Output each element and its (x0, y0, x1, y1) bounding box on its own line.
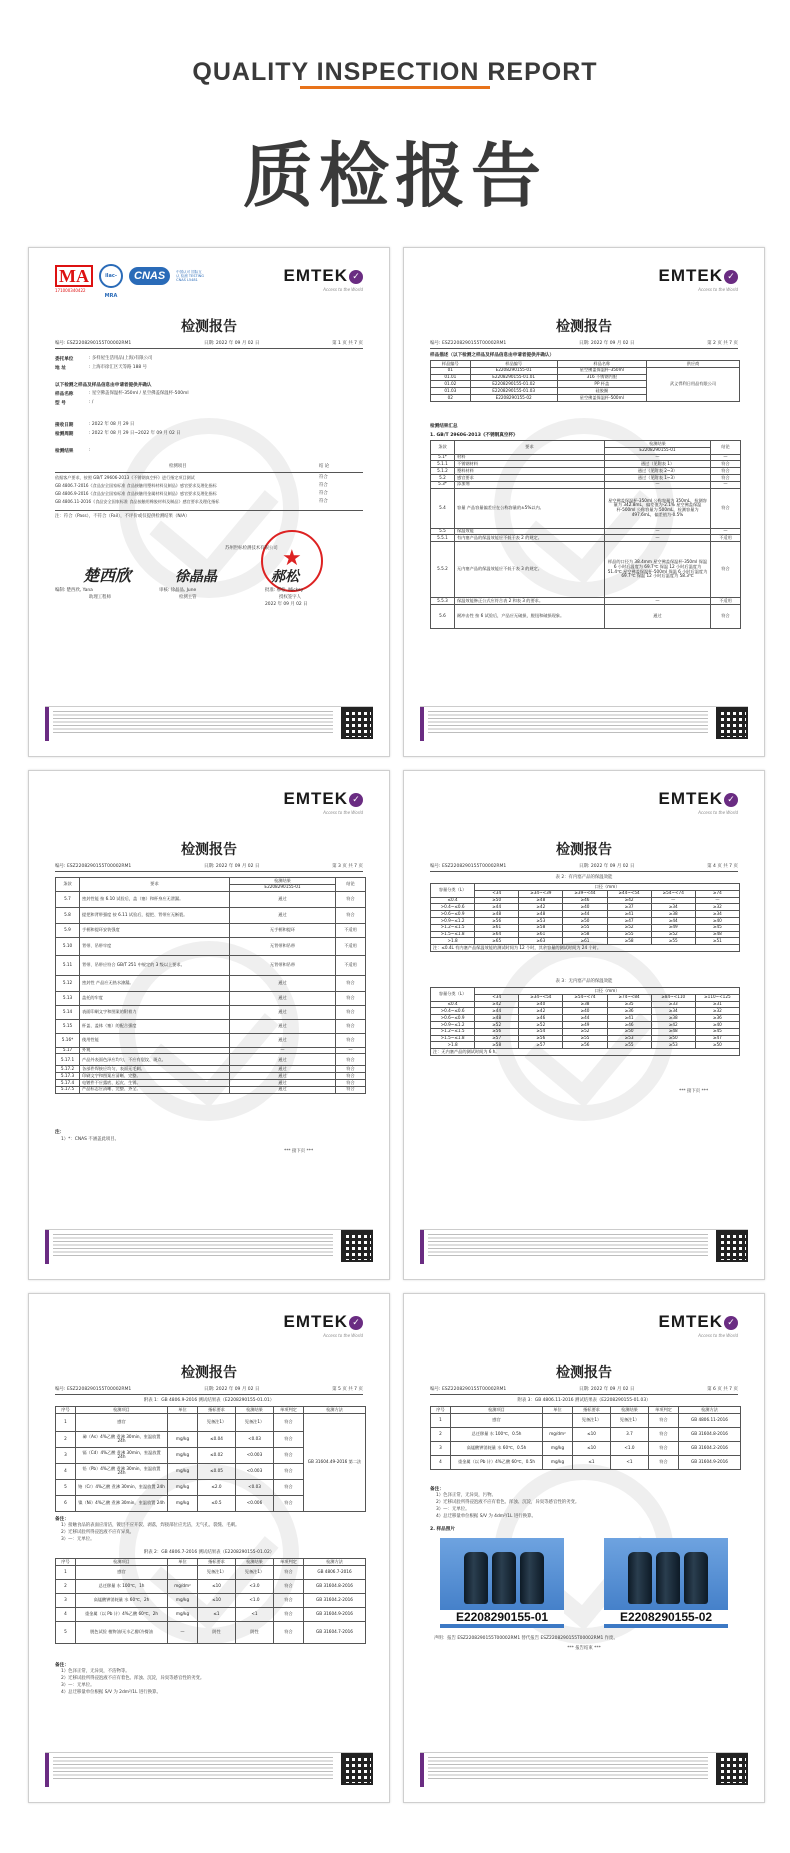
table-row: 01 E2208290155-01 星空佛盖保温杯-350ml 武义悍利日用品有限公司 (431, 367, 740, 374)
emtek-mark-icon: ✓ (724, 270, 738, 284)
annex-2-title: 附表 2：GB 4806.7-2016 测试结果表（E2208290155-01.02） (143, 1550, 275, 1555)
qr-code-icon (716, 1230, 748, 1262)
table-row: 5.7 密封性能 按 6.10 试验后，盖（塞）和杯身应无泄漏。 通过 符合 (56, 891, 366, 907)
annex-2-note: 2）迁移试验所得浸泡液不应有着色、浑浊、沉淀，异臭等感官性的劣变。 (61, 1676, 205, 1681)
table-row: 5.9 手柄和提环安装强度 无手柄和提环 不适用 (56, 923, 366, 937)
emtek-logo: EMTEK ✓ Access to the World (283, 1312, 363, 1338)
table-row: 5.4 容量 产品容量偏差应在公称容量的±5%以内。 星空佛盖保温杯-350ml 公称容量为 350mL，检测容量为 342.8mL，偏差值为-2.1% 星空佛盖保温杯-500ml 公称容量为 500mL，检测容量为 497.6mL，偏差值为-0.5% 符合 (431, 488, 741, 528)
annex-1-note: 2）迁移试验所得浸泡液不应有异臭。 (61, 1530, 135, 1535)
table-row: 1 感官 见备注1） 见备注1） 符合 GB 31604.49-2016 第二法 (56, 1413, 366, 1431)
annex-3-note: 1）色泽正常，无异臭，污物。 (436, 1493, 496, 1498)
table-row: 4 重金属（以 Pb 计）4%乙酸 60℃，2h mg/kg ≤1 <1 符合 GB 31604.9-2016 (56, 1607, 366, 1621)
test-item-3-result: 符合 (319, 491, 328, 496)
signer-1: 编制: 楚西欣, Yana (55, 588, 93, 593)
report-title: 检测报告 (556, 319, 612, 335)
table-row: >1.5~≤1.8 ≥57 ≥56 ≥55 ≥53 ≥50 ≥47 (431, 1035, 740, 1042)
table-row: 5.16* 使用性能 通过 符合 (56, 1033, 366, 1047)
page-footer (420, 706, 748, 740)
client-label: 委托单位 (55, 357, 74, 362)
test-item-3: GB 4806.9-2016《食品安全国家标准 食品接触用金属材料及制品》感官要求及理化指标 (55, 491, 217, 496)
received-label: 接收日期 (55, 423, 74, 428)
signer-3: 批准: 郝松, Mickey (265, 588, 304, 593)
qr-code-icon (341, 1753, 373, 1785)
sample-photo-2 (604, 1538, 728, 1628)
note-cnas: 1）*：CNAS 不涵盖此项目。 (61, 1137, 120, 1142)
annex-2-note: 1）色泽正常，无异臭，不洁物等。 (61, 1669, 130, 1674)
page-footer (45, 1229, 373, 1263)
client-value: : 多样屋生活用品(上海)有限公司 (89, 356, 153, 361)
divider (55, 348, 363, 349)
table-row: 5.17.5 产品标志应清晰、完整、齐全。 通过 符合 (56, 1086, 366, 1093)
report-date: 日期: 2022 年 09 月 02 日 (203, 341, 260, 346)
page-footer (45, 706, 373, 740)
section-label: 以下检测之样品及样品信息由申请者提供并确认 (55, 383, 152, 388)
conclusion-header: 结 论 (319, 464, 330, 469)
sample-name-value: : 星空佛盖保温杯-350ml / 星空佛盖保温杯-500ml (89, 391, 189, 396)
table-row: 5.17.4 电镀件不应露底、起皮、生锈。 通过 符合 (56, 1079, 366, 1086)
model-label: 型 号 (55, 401, 66, 406)
table-row: >0.9~≤1.2 ≥52 ≥52 ≥49 ≥46 ≥42 ≥40 (431, 1021, 740, 1028)
table-row: 5.5 保温效能 — — (431, 528, 741, 535)
page-footer (45, 1752, 373, 1786)
gb-29606-table: 条款 要求 检测结果 结论 E2208290155-01 5.1* 材料 — — 5.1.1 不锈钢材料 通过（见附表 1） 符合 5.1.2 塑料材料 通过（见附表 2~3） 符合 5.2 感官要求 通过（见附表 1~3） 符合 5.3* 添加剂 — — 5.4 容量 产品容量偏差应在公称容量的±5%以内。 星空佛盖保温杯-350ml 公称容量为 350mL，检测容量为 342.8mL，偏差值为-2.1% 星空佛盖保温杯-500ml 公称容量为 500mL，检测容量为 497.6mL，偏差值为-0.5% 符合 5.5 保温效能 — — 5.5.1 有内塞产品的保温效能应不低于表 2 的规定。 — 不适用 5.5.2 无内塞产品的保温效能应不低于表 3 的规定。 样品的口径为 38.4mm 星空佛盖保温杯-350ml 保温 6 小时后温度为 69.7℃ 保温 12 小时后温度为 51.4℃ 星空佛盖保温杯-500ml 保温 6 小时后温度为 69.7℃ 保温 12 小时后温度为 58.3℃ 符合 5.5.3 保温效能修正公式应符合表 2 和表 3 的要求。 — 不适用 5.6 耐冲击性 按 6 试验后，产品应无破损，脱钮和破损现象。 通过 符合 (430, 440, 741, 629)
report-page-3[interactable] (28, 770, 390, 1280)
bottle-icon (684, 1552, 708, 1604)
test-period-label: 检测周期 (55, 432, 74, 437)
report-title: 检测报告 (556, 842, 612, 858)
table-row: 2 总迁移量 水 100℃，1h mg/dm² ≤10 <3.0 符合 GB 31604.8-2016 (56, 1579, 366, 1593)
continued-label: *** 接下页 *** (679, 1089, 709, 1094)
table-row: 5.13 盖托的牢度 通过 符合 (56, 991, 366, 1005)
page-header (0, 0, 790, 240)
table-3: 容量分类（L） 口径（mm） <34 ≥34~<54 ≥54~<74 ≥74~<84 ≥84~<110 ≥110~<125 ≤0.4 ≥42 ≥40 ≥38 ≥35 ≥33 ≥31 >0.4~≤0.6 ≥44 ≥42 ≥40 ≥36 ≥34 ≥32 >0.6~≤0.9 ≥48 ≥46 ≥44 ≥41 ≥38 ≥36 >0.9~≤1.2 ≥52 ≥52 ≥49 ≥46 ≥42 ≥40 >1.2~≤1.5 ≥56 ≥54 ≥52 ≥50 ≥48 ≥45 >1.5~≤1.8 ≥57 ≥56 ≥55 ≥53 ≥50 ≥47 >1.8 ≥58 ≥57 ≥56 ≥55 ≥53 ≥50 注：无内塞产品的测试时间为 6 h。 (430, 987, 740, 1056)
emtek-logo: EMTEK ✓ Access to the World (658, 789, 738, 815)
table-row: >1.5~≤1.8 ≥64 ≥61 ≥58 ≥55 ≥52 ≥48 (431, 931, 740, 938)
continued-label: *** 接下页 *** (284, 1149, 314, 1154)
annex-3-table: 序号 检测项目 单位 指标要求 检测结果 单项判定 检测方法 1 感官 见备注1） 见备注1） 符合 GB 4806.11-2016 2 总迁移量 水 100℃，0.5h mg/dm² ≤10 3.7 符合 GB 31604.8-2016 3 高锰酸钾消耗量 水 60℃，0.5h mg/kg ≤10 <1.0 符合 GB 31604.2-2016 4 重金属（以 Pb 计）4%乙酸 60℃，0.5h mg/kg ≤1 <1 符合 GB 31604.9-2016 (430, 1406, 741, 1470)
signature-mickey: 郝松 (271, 569, 299, 585)
qr-code-icon (716, 1753, 748, 1785)
gb-29606-table-cont: 条款 要求 检测结果 结论 E2208290155-01 5.7 密封性能 按 6.10 试验后，盖（塞）和杯身应无泄漏。 通过 符合 5.8 提把和背带强度 按 6.11 试验后，提把、背带应无断裂。 通过 符合 5.9 手柄和提环安装强度 无手柄和提环 不适用 5.10 背带、吊带牢度 无背带和吊带 不适用 5.11 背带、吊带应符合 GB/T 251 中规定的 3 级以上要求。 无背带和吊带 不适用 5.12 密封性 产品应无热水渗漏。 通过 符合 5.13 盖托的牢度 通过 符合 5.14 表面印刷文字和图案的附着力 通过 符合 5.15 杯盖、盖体（塞）的配合强度 通过 符合 5.16* 使用性能 通过 符合 5.17 外观 — — 5.17.1 产品外表面色泽应均匀，不应有裂纹、斑点。 通过 符合 5.17.2 各部件焊接应均匀，表面无毛刺。 通过 符合 5.17.3 印刷文字和图案应清晰、完整。 通过 符合 5.17.4 电镀件不应露底、起皮、生锈。 通过 符合 5.17.5 产品标志应清晰、完整、齐全。 通过 符合 (55, 877, 366, 1094)
annex-3-title: 附表 3：GB 4806.11-2016 测试结果表（E2208290155-01.03） (517, 1398, 651, 1403)
divider (55, 472, 363, 473)
cnas-logo-text: 中国认可 国际互认 检测 TESTING CNAS L5481 (176, 269, 204, 283)
table-row: 2 总迁移量 水 100℃，0.5h mg/dm² ≤10 3.7 符合 GB 31604.8-2016 (431, 1427, 741, 1441)
table-row: 3 高锰酸钾消耗量 水 60℃，2h mg/kg ≤10 <1.0 符合 GB 31604.2-2016 (56, 1593, 366, 1607)
annex-1-notes-label: 备注： (55, 1517, 69, 1522)
report-page-4[interactable] (403, 770, 765, 1280)
address-label: 地 址 (55, 366, 66, 371)
sample-table: 样品编号 样品编号 样品名称 供应商 01 E2208290155-01 星空佛盖保温杯-350ml 武义悍利日用品有限公司 01.01 E2208290155-01.01 316 不锈钢内胆 01.02 E2208290155-01.02 PP 杯盖 01.03 E2208290155-01.03 硅胶圈 02 E2208290155-02 星空佛盖保温杯-500ml (430, 360, 740, 402)
table-row: 4 重金属（以 Pb 计）4%乙酸 60℃，0.5h mg/kg ≤1 <1 符合 GB 31604.9-2016 (431, 1455, 741, 1469)
signature-yana: 楚西欣 (83, 566, 132, 585)
signer-2-role: 检测主管 (179, 595, 197, 600)
annex-3-note: 4）总迁移量单位根据 S/V 为 4dm²/1L 进行换算。 (436, 1514, 536, 1519)
annex-1-table: 序号 检测项目 单位 指标要求 检测结果 单项判定 检测方法 1 感官 见备注1） 见备注1） 符合 GB 31604.49-2016 第二法 2 砷（As）4%乙酸 煮沸 30min，室温放置 24h mg/kg ≤0.04 <0.03 符合 3 镉（Cd）4%乙酸 煮沸 30min，室温放置 24h mg/kg ≤0.02 <0.003 符合 4 铅（Pb）4%乙酸 煮沸 30min，室温放置 24h mg/kg ≤0.05 <0.003 符合 5 铬（Cr）4%乙酸 煮沸 30min，室温放置 24h mg/kg ≤2.0 <0.03 符合 6 镍（Ni）4%乙酸 煮沸 30min，室温放置 24h mg/kg ≤0.5 <0.006 符合 (55, 1406, 366, 1512)
title-underline (300, 86, 490, 89)
test-item-2-result: 符合 (319, 483, 328, 488)
annex-2-table: 序号 检测项目 单位 指标要求 检测结果 单项判定 检测方法 1 感官 见备注1） 见备注1） 符合 GB 4806.7-2016 2 总迁移量 水 100℃，1h mg/dm² ≤10 <3.0 符合 GB 31604.8-2016 3 高锰酸钾消耗量 水 60℃，2h mg/kg ≤10 <1.0 符合 GB 31604.2-2016 4 重金属（以 Pb 计）4%乙酸 60℃，2h mg/kg ≤1 <1 符合 GB 31604.9-2016 5 脱色试验 植物油/无水乙醇/冷餐油 — 阴性 阴性 符合 GB 31604.7-2016 (55, 1558, 366, 1644)
table-row: >0.6~≤0.9 ≥48 ≥46 ≥44 ≥41 ≥38 ≥36 (431, 1015, 740, 1022)
test-period-value: : 2022 年 08 月 29 日~2022 年 09 月 02 日 (89, 431, 181, 436)
table-row: >0.4~≤0.6 ≥44 ≥42 ≥40 ≥37 ≥34 ≥32 (431, 904, 740, 911)
table-2-note: 注：≤0.4L 有内塞产品保温效能的测试时间为 12 个时，其余容量的测试时间为 24 个时。 (431, 945, 740, 952)
sample-code-2: E2208290155-02 (604, 1610, 728, 1624)
annex-3-note: 2）迁移试验所得浸泡液不应有着色、浑浊、沉淀，异臭等感官性的劣变。 (436, 1500, 580, 1505)
qr-code-icon (341, 707, 373, 739)
sample-photo-1 (440, 1538, 564, 1628)
table-row: 5.10 背带、吊带牢度 无背带和吊带 不适用 (56, 937, 366, 955)
table-row: 3 高锰酸钾消耗量 水 60℃，0.5h mg/kg ≤10 <1.0 符合 GB 31604.2-2016 (431, 1441, 741, 1455)
table-row: >1.8 ≥65 ≥63 ≥61 ≥58 ≥55 ≥51 (431, 938, 740, 945)
signer-3-date: 2022 年 09 月 02 日 (265, 602, 308, 607)
table-row: 5.2 感官要求 通过（见附表 1~3） 符合 (431, 474, 741, 481)
test-item-1: 依据客户要求，按照 GB/T 29606-2013《不锈钢真空杯》进行指定项目测试 (55, 475, 195, 480)
annex-1-note: 3）—：无单位。 (61, 1537, 95, 1542)
table-row: 01.02 E2208290155-01.02 PP 杯盖 (431, 381, 740, 388)
result-label: 检测结果 (55, 449, 74, 454)
signer-2: 审核: 徐晶晶, June (159, 588, 197, 593)
report-page-5[interactable] (28, 1293, 390, 1803)
photo-title: 2. 样品照片 (430, 1527, 455, 1532)
table-row: 5.3* 添加剂 — — (431, 481, 741, 488)
table-row: 5.17.2 各部件焊接应均匀，表面无毛刺。 通过 符合 (56, 1066, 366, 1073)
table-row: 5.1.1 不锈钢材料 通过（见附表 1） 符合 (431, 461, 741, 468)
table-row: 5.5.3 保温效能修正公式应符合表 2 和表 3 的要求。 — 不适用 (431, 598, 741, 605)
test-item-4-result: 符合 (319, 499, 328, 504)
table-row: >1.2~≤1.5 ≥61 ≥58 ≥55 ≥52 ≥49 ≥45 (431, 924, 740, 931)
table-row: 5.1.2 塑料材料 通过（见附表 2~3） 符合 (431, 468, 741, 475)
table-row: 5.11 背带、吊带应符合 GB/T 251 中规定的 3 级以上要求。 无背带和吊带 不适用 (56, 955, 366, 975)
table-row: 5.5.2 无内塞产品的保温效能应不低于表 3 的规定。 样品的口径为 38.4mm 星空佛盖保温杯-350ml 保温 6 小时后温度为 69.7℃ 保温 12 小时后温度为 51.4℃ 星空佛盖保温杯-500ml 保温 6 小时后温度为 69.7℃ 保温 12 小时后温度为 58.3℃ 符合 (431, 542, 741, 598)
table-row: 5.17 外观 — — (56, 1047, 366, 1054)
table-3-title: 表 3：无内塞产品的保温效能 (555, 979, 613, 984)
annex-3-note: 3）—：无单位。 (436, 1507, 470, 1512)
table-row: 2 砷（As）4%乙酸 煮沸 30min，室温放置 24h mg/kg ≤0.04 <0.03 符合 (56, 1431, 366, 1447)
table-row: >0.9~≤1.2 ≥56 ≥53 ≥50 ≥47 ≥44 ≥40 (431, 917, 740, 924)
report-page-6[interactable] (403, 1293, 765, 1803)
report-title: 检测报告 (181, 1365, 237, 1381)
report-page-1[interactable] (28, 247, 390, 757)
bottle-icon (464, 1552, 488, 1604)
annex-2-note: 4）总迁移量单位根据 S/V 为 2dm²/1L 进行换算。 (61, 1690, 161, 1695)
table-row: 5.14 表面印刷文字和图案的附着力 通过 符合 (56, 1005, 366, 1019)
table-row: ≤0.4 ≥42 ≥40 ≥38 ≥35 ≥33 ≥31 (431, 1001, 740, 1008)
project-header: 检测项目 (169, 464, 187, 469)
report-meta: 编号: ESZ2208290155T00002RM1 日期: 2022 年 09 月 02 日 第 3 页 共 7 页 (55, 864, 363, 869)
table-row: 5.17.3 印刷文字和图案应清晰、完整。 通过 符合 (56, 1073, 366, 1080)
report-title: 检测报告 (181, 842, 237, 858)
table-row: 5.5.1 有内塞产品的保温效能应不低于表 2 的规定。 — 不适用 (431, 535, 741, 542)
annex-2-note: 3）—：无单位。 (61, 1683, 95, 1688)
table-row: >0.6~≤0.9 ≥48 ≥48 ≥44 ≥41 ≥38 ≥34 (431, 911, 740, 918)
report-meta: 编号: ESZ2208290155T00002RM1 日期: 2022 年 09 月 02 日 第 2 页 共 7 页 (430, 341, 738, 346)
cma-logo: MA (55, 265, 93, 287)
page-footer (420, 1229, 748, 1263)
table-row: 5.15 杯盖、盖体（塞）的配合强度 通过 符合 (56, 1019, 366, 1033)
cma-number: 171000340422 (55, 288, 86, 293)
table-row: 1 感官 见备注1） 见备注1） 符合 GB 4806.11-2016 (431, 1413, 741, 1427)
report-number: 编号: ESZ2208290155T00002RM1 (55, 341, 132, 346)
emtek-mark-icon: ✓ (724, 793, 738, 807)
bottle-icon (628, 1552, 652, 1604)
test-item-1-result: 符合 (319, 475, 328, 480)
report-meta: 编号: ESZ2208290155T00002RM1 日期: 2022 年 09 月 02 日 第 5 页 共 7 页 (55, 1387, 363, 1392)
english-title: QUALITY INSPECTION REPORT (192, 58, 598, 86)
address-value: : 上海市徐汇区天等路 188 号 (89, 365, 147, 370)
page-label: 第 1 页 共 7 页 (332, 341, 363, 346)
page-footer (420, 1752, 748, 1786)
table-row: 1 感官 见备注1） 见备注1） 符合 GB 4806.7-2016 (56, 1565, 366, 1579)
standard-title: 1. GB/T 29606-2013《不锈钢真空杯》 (430, 433, 518, 438)
sample-code-1: E2208290155-01 (440, 1610, 564, 1624)
table-row: 5 铬（Cr）4%乙酸 煮沸 30min，室温放置 24h mg/kg ≤2.0 <0.03 符合 (56, 1479, 366, 1495)
notes-label: 注： (55, 1130, 65, 1135)
annex-1-note: 1）接触食品的表面应清洁，镀层不应开裂、剥落，焊接部位应光洁，无气孔、裂缝、毛刺。 (61, 1523, 240, 1528)
report-meta: 编号: ESZ2208290155T00002RM1 日期: 2022 年 09 月 02 日 第 4 页 共 7 页 (430, 864, 738, 869)
cnas-logo: CNAS (129, 267, 170, 285)
test-item-2: GB 4806.7-2016《食品安全国家标准 食品接触用塑料材料及制品》感官要求及理化指标 (55, 483, 217, 488)
bottle-icon (492, 1552, 516, 1604)
table-row: 5 脱色试验 植物油/无水乙醇/冷餐油 — 阴性 阴性 符合 GB 31604.7-2016 (56, 1621, 366, 1643)
report-meta: 编号: ESZ2208290155T00002RM1 日期: 2022 年 09 月 02 日 第 6 页 共 7 页 (430, 1387, 738, 1392)
table-3-note: 注：无内塞产品的测试时间为 6 h。 (431, 1049, 740, 1056)
end-of-report: *** 报告结束 *** (567, 1646, 601, 1651)
table-row: 4 铅（Pb）4%乙酸 煮沸 30min，室温放置 24h mg/kg ≤0.05 <0.003 符合 (56, 1463, 366, 1479)
annex-1-title: 附表 1：GB 4806.9-2016 测试结果表（E2208290155-01.01） (143, 1398, 275, 1403)
table-row: 5.12 密封性 产品应无热水渗漏。 通过 符合 (56, 975, 366, 991)
emtek-logo: EMTEK ✓ Access to the World (658, 1312, 738, 1338)
notes-label: 备注： (430, 1487, 444, 1492)
table-row: 02 E2208290155-02 星空佛盖保温杯-500ml (431, 394, 740, 401)
table-row: 5.8 提把和背带强度 按 6.11 试验后，提把、背带应无断裂。 通过 符合 (56, 907, 366, 923)
emtek-mark-icon: ✓ (349, 793, 363, 807)
report-title: 检测报告 (181, 319, 237, 335)
emtek-logo: EMTEK ✓ Access to the World (283, 789, 363, 815)
lab-name: 苏州世标检测技术有限公司 (225, 546, 278, 551)
signer-1-role: 助理工程师 (89, 595, 111, 600)
qr-code-icon (716, 707, 748, 739)
emtek-mark-icon: ✓ (349, 270, 363, 284)
table-row: >1.2~≤1.5 ≥56 ≥54 ≥52 ≥50 ≥48 ≥45 (431, 1028, 740, 1035)
table-2-title: 表 2：有内塞产品的保温效能 (555, 875, 613, 880)
report-page-2[interactable] (403, 247, 765, 757)
table-row: 6 镍（Ni）4%乙酸 煮沸 30min，室温放置 24h mg/kg ≤0.5 <0.006 符合 (56, 1495, 366, 1511)
signature-june: 徐晶晶 (175, 569, 217, 585)
emtek-logo: EMTEK ✓ Access to the World (658, 266, 738, 292)
annex-2-notes-label: 备注： (55, 1663, 69, 1668)
summary-title: 检测结果汇总 (430, 424, 458, 429)
bottle-icon (520, 1552, 544, 1604)
table-2: 容量分类（L） 口径（mm） <34 ≥34~<39 ≥39~<44 ≥44~<54 ≥54~<74 ≥74 ≤0.4 ≥50 ≥48 ≥46 ≥42 — — >0.4~≤0.6 ≥44 ≥42 ≥40 ≥37 ≥34 ≥32 >0.6~≤0.9 ≥48 ≥48 ≥44 ≥41 ≥38 ≥34 >0.9~≤1.2 ≥56 ≥53 ≥50 ≥47 ≥44 ≥40 >1.2~≤1.5 ≥61 ≥58 ≥55 ≥52 ≥49 ≥45 >1.5~≤1.8 ≥64 ≥61 ≥58 ≥55 ≥52 ≥48 >1.8 ≥65 ≥63 ≥61 ≥58 ≥55 ≥51 注：≤0.4L 有内塞产品保温效能的测试时间为 12 个时，其余容量的测试时间为 24 个时。 (430, 883, 740, 952)
table-row: 5.1* 材料 — — (431, 454, 741, 461)
test-item-4: GB 4806.11-2016《食品安全国家标准 食品接触用橡胶材料及制品》感官要求及理化指标 (55, 499, 220, 504)
emtek-mark-icon: ✓ (724, 1316, 738, 1330)
table-row: 5.17.1 产品外表面色泽应均匀，不应有裂纹、斑点。 通过 符合 (56, 1054, 366, 1066)
table-row: 5.6 耐冲击性 按 6 试验后，产品应无破损，脱钮和破损现象。 通过 符合 (431, 604, 741, 628)
received-value: : 2022 年 08 月 29 日 (89, 422, 135, 427)
table-row: ≤0.4 ≥50 ≥48 ≥46 ≥42 — — (431, 897, 740, 904)
table-row: >0.4~≤0.6 ≥44 ≥42 ≥40 ≥36 ≥34 ≥32 (431, 1008, 740, 1015)
model-value: : / (89, 400, 94, 405)
table-row: 01.03 E2208290155-01.03 硅胶圈 (431, 388, 740, 395)
table-row: 01.01 E2208290155-01.01 316 不锈钢内胆 (431, 374, 740, 381)
divider (55, 510, 363, 511)
emtek-mark-icon: ✓ (349, 1316, 363, 1330)
sample-name-label: 样品名称 (55, 392, 74, 397)
signer-3-role: 授权签字人 (279, 595, 301, 600)
report-title: 检测报告 (556, 1365, 612, 1381)
result-value: : (89, 448, 91, 453)
bottle-icon (656, 1552, 680, 1604)
qr-code-icon (341, 1230, 373, 1262)
pass-fail-note: 注：符合（Pass），不符合（Fail），不评价或仅提供检测结果（N/A） (55, 514, 190, 519)
emtek-logo: EMTEK ✓ Access to the World (283, 266, 363, 292)
table-row: >1.8 ≥58 ≥57 ≥56 ≥55 ≥53 ≥50 (431, 1042, 740, 1049)
report-meta (55, 340, 363, 346)
table-row: 3 镉（Cd）4%乙酸 煮沸 30min，室温放置 24h mg/kg ≤0.02 <0.003 符合 (56, 1447, 366, 1463)
statement: 声明：报告 ESZ2208290155T00002RM1 替代报告 ESZ2208290155T00002RM1 作废。 (434, 1636, 618, 1641)
ilac-logo: ilac-MRA (99, 264, 123, 288)
sample-desc-title: 样品描述（以下检测之样品及样品信息由申请者提供并确认） (430, 353, 555, 358)
chinese-title: 质检报告 (243, 135, 547, 217)
